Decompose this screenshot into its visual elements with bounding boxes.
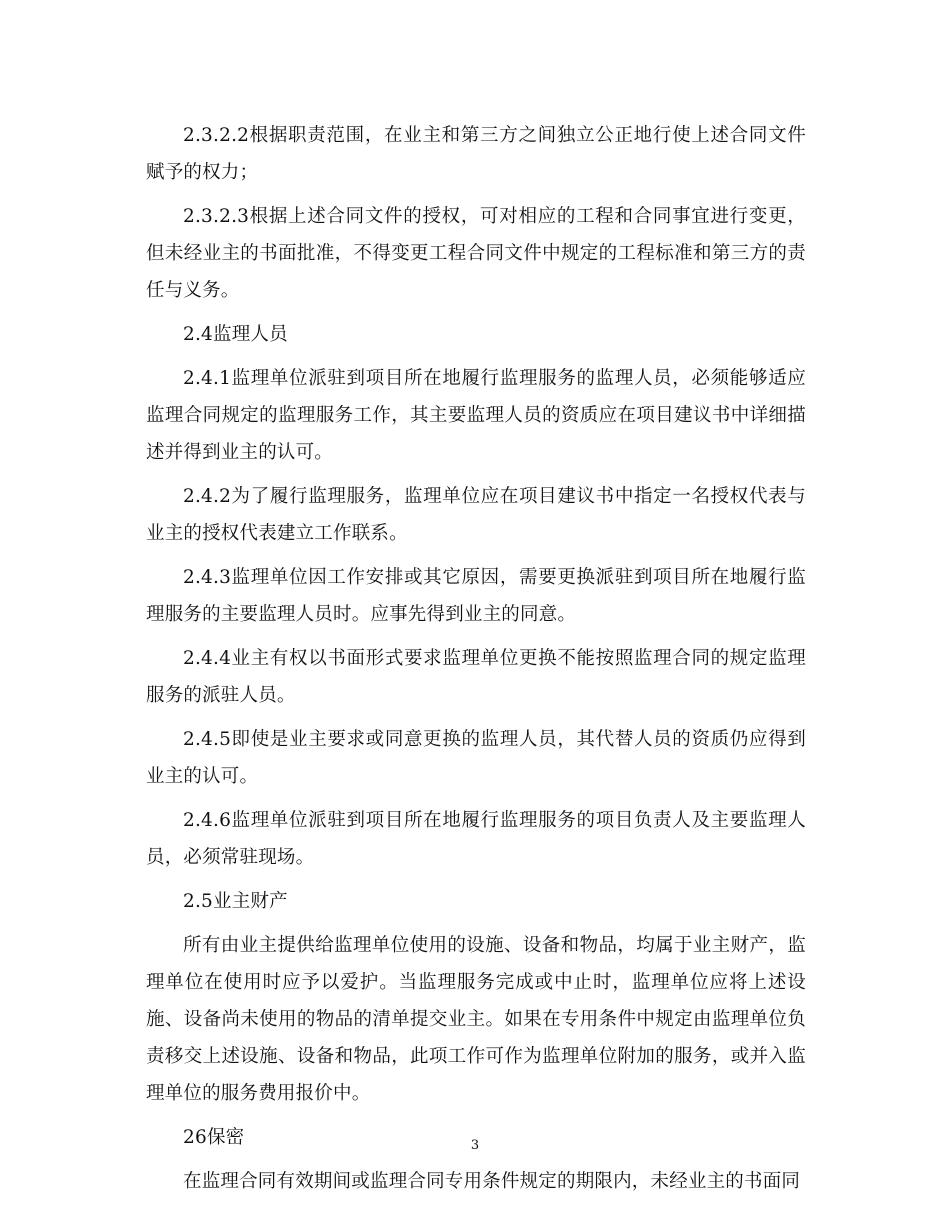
paragraph-2-4-4: 2.4.4业主有权以书面形式要求监理单位更换不能按照监理合同的规定监理服务的派驻人员。 <box>146 648 806 706</box>
heading-2-6: 26保密 <box>183 1127 245 1148</box>
paragraph-2-5-body: 所有由业主提供给监理单位使用的设施、设备和物品，均属于业主财产，监理单位在使用时应予以爱护。当监理服务完成或中止时，监理单位应将上述设施、设备尚未使用的物品的清单提交业主。如果在专用条件中规定由监理单位负责移交上述设施、设备和物品，此项工作可作为监理单位附加的服务，或并入监理单位的服务费用报价中。 <box>146 935 806 1104</box>
paragraph-2-6-body: 在监理合同有效期间或监理合同专用条件规定的期限内，未经业主的书面同 <box>183 1171 801 1192</box>
document-body <box>146 117 806 1207</box>
paragraph-2-4-3: 2.4.3监理单位因工作安排或其它原因，需要更换派驻到项目所在地履行监理服务的主要监理人员时。应事先得到业主的同意。 <box>146 567 806 625</box>
paragraph-2-3-2-2: 2.3.2.2根据职责范围，在业主和第三方之间独立公正地行使上述合同文件赋予的权力； <box>146 125 806 183</box>
paragraph-2-4-2: 2.4.2为了履行监理服务，监理单位应在项目建议书中指定一名授权代表与业主的授权代表建立工作联系。 <box>146 486 806 544</box>
paragraph-2-4-1: 2.4.1监理单位派驻到项目所在地履行监理服务的监理人员，必须能够适应监理合同规定的监理服务工作，其主要监理人员的资质应在项目建议书中详细描述并得到业主的认可。 <box>146 368 806 463</box>
heading-2-4: 2.4监理人员 <box>183 324 288 345</box>
paragraph-2-3-2-3: 2.3.2.3根据上述合同文件的授权，可对相应的工程和合同事宜进行变更，但未经业主的书面批准，不得变更工程合同文件中规定的工程标准和第三方的责任与义务。 <box>146 206 806 301</box>
paragraph-2-4-5: 2.4.5即使是业主要求或同意更换的监理人员，其代替人员的资质仍应得到业主的认可。 <box>146 729 806 787</box>
heading-2-5: 2.5业主财产 <box>183 891 288 912</box>
paragraph-2-4-6: 2.4.6监理单位派驻到项目所在地履行监理服务的项目负责人及主要监理人员，必须常驻现场。 <box>146 810 806 868</box>
page-number: 3 <box>470 1138 480 1153</box>
